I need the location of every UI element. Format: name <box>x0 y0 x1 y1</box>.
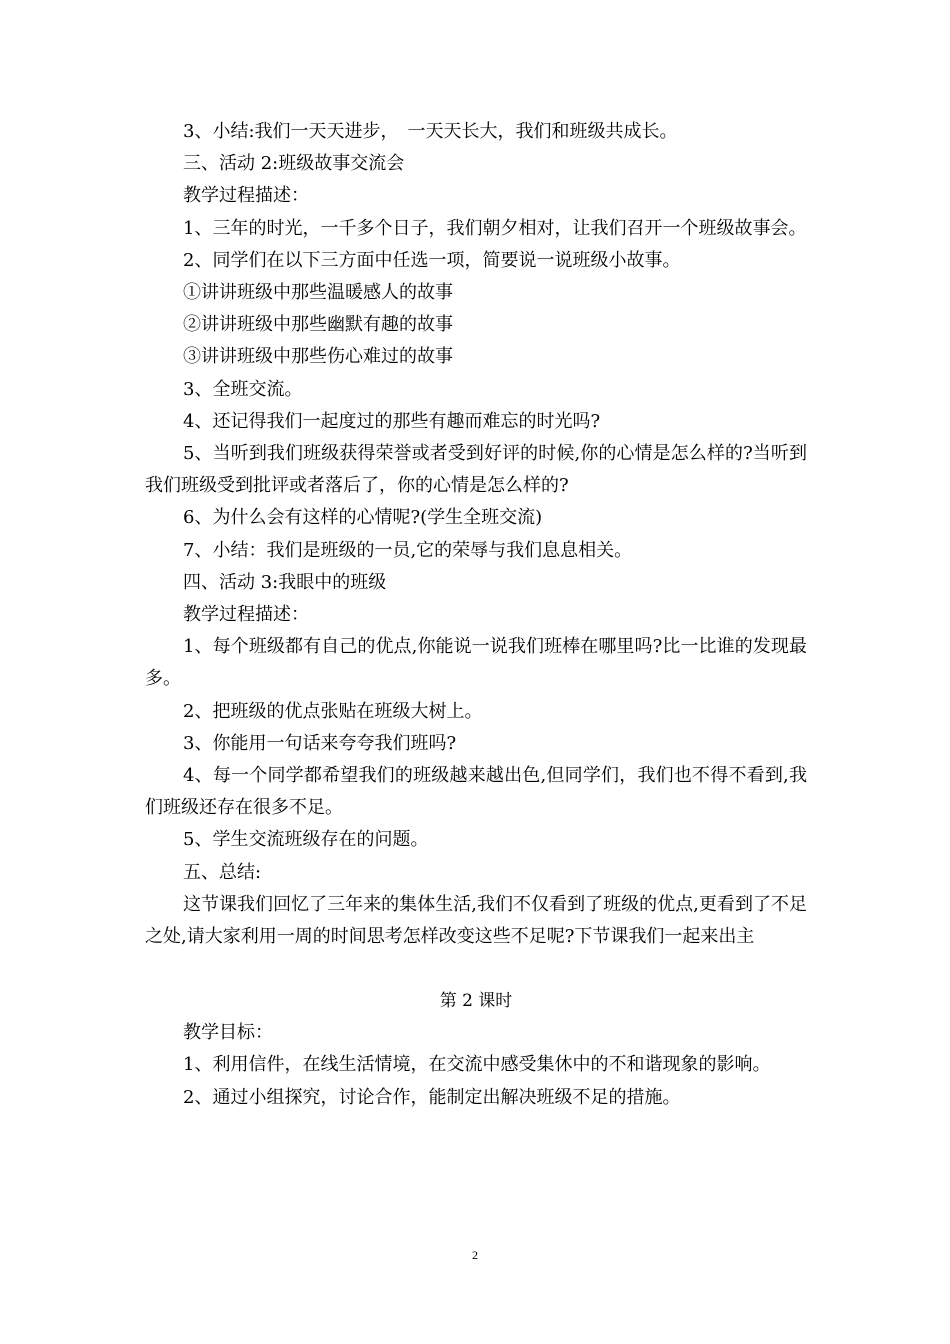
paragraph: 1、三年的时光，一千多个日子，我们朝夕相对，让我们召开一个班级故事会。 <box>183 217 807 239</box>
page-number: 2 <box>472 1248 478 1262</box>
section-title: 四、活动 3:我眼中的班级 <box>183 571 387 593</box>
paragraph: 5、学生交流班级存在的问题。 <box>183 829 429 851</box>
paragraph: 4、还记得我们一起度过的那些有趣而难忘的时光吗? <box>183 410 601 432</box>
paragraph: 1、每个班级都有自己的优点,你能说一说我们班棒在哪里吗?比一比谁的发现最多。 <box>145 636 807 690</box>
paragraph: 1、利用信件，在线生活情境，在交流中感受集休中的不和谐现象的影响。 <box>183 1054 771 1076</box>
section-title: 三、活动 2:班级故事交流会 <box>183 153 405 175</box>
list-item: ①讲讲班级中那些温暖感人的故事 <box>183 282 453 304</box>
paragraph: 3、你能用一句话来夸夸我们班吗? <box>183 732 457 754</box>
paragraph: 2、把班级的优点张贴在班级大树上。 <box>183 700 483 722</box>
paragraph: 6、为什么会有这样的心情呢?(学生全班交流) <box>183 507 543 529</box>
paragraph: 4、每一个同学都希望我们的班级越来越出色,但同学们，我们也不得不看到,我们班级还存在很多不足。 <box>145 765 807 819</box>
paragraph: 教学目标： <box>183 1022 273 1044</box>
paragraph: 5、当听到我们班级获得荣誉或者受到好评的时候,你的心情是怎么样的?当听到我们班级受到批评或者落后了，你的心情是怎么样的? <box>145 443 807 497</box>
section-title: 五、总结: <box>183 861 262 883</box>
paragraph: 7、小结：我们是班级的一员,它的荣辱与我们息息相关。 <box>183 539 633 561</box>
paragraph: 2、同学们在以下三方面中任选一项，简要说一说班级小故事。 <box>183 249 681 271</box>
list-item: ②讲讲班级中那些幽默有趣的故事 <box>183 314 453 336</box>
list-item: ③讲讲班级中那些伤心难过的故事 <box>183 346 453 368</box>
paragraph: 3、小结:我们一天天进步， 一天天长大，我们和班级共成长。 <box>183 121 678 142</box>
document-body <box>145 116 807 1114</box>
lesson-heading: 第 2 课时 <box>439 991 513 1012</box>
paragraph: 2、通过小组探究，讨论合作，能制定出解决班级不足的措施。 <box>183 1086 681 1108</box>
paragraph: 这节课我们回忆了三年来的集体生活,我们不仅看到了班级的优点,更看到了不足之处,请大家利用一周的时间思考怎样改变这些不足呢?下节课我们一起来出主 <box>145 893 807 948</box>
paragraph: 教学过程描述： <box>183 185 309 207</box>
paragraph: 3、全班交流。 <box>183 378 303 400</box>
paragraph: 教学过程描述： <box>183 604 309 626</box>
